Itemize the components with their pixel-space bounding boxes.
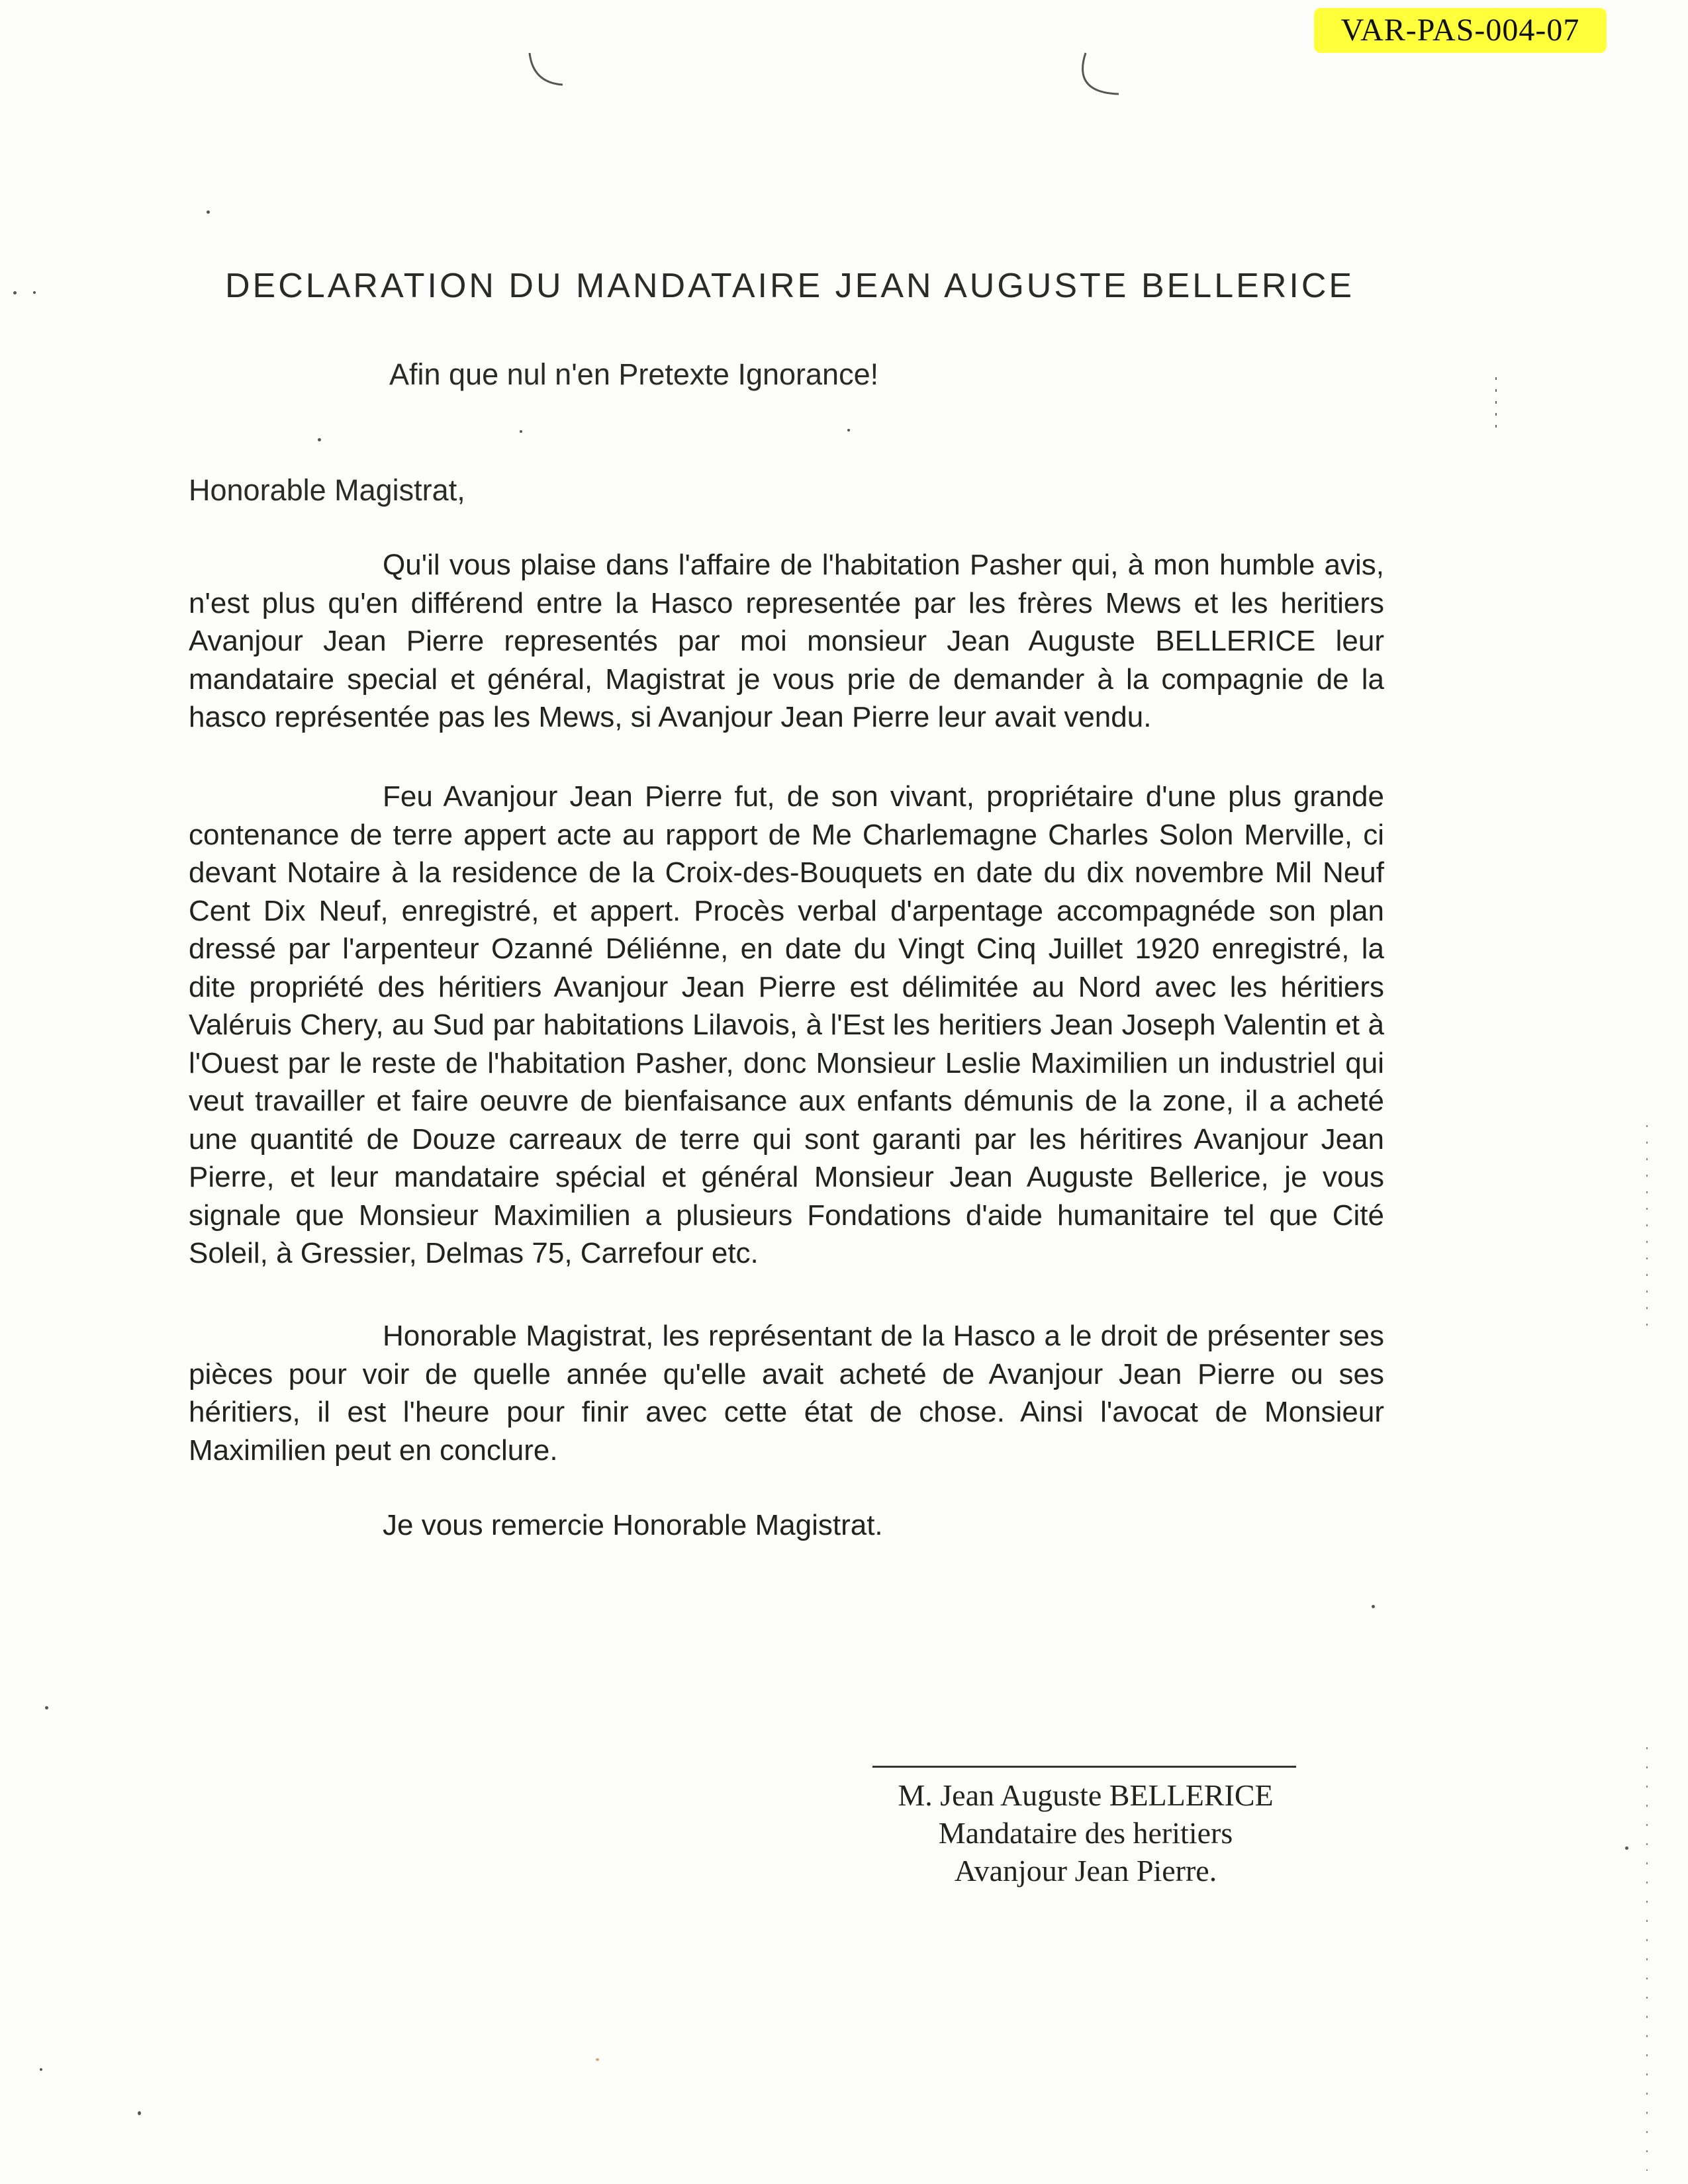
speck [520,430,522,433]
speck [45,1706,48,1709]
speck [33,291,36,294]
signature-group: Avanjour Jean Pierre. [954,1854,1217,1888]
speck [40,2068,42,2071]
speck [1372,1605,1375,1608]
signature-role: Mandataire des heritiers [938,1816,1233,1850]
signature-name: M. Jean Auguste BELLERICE [898,1778,1274,1812]
page-title: DECLARATION DU MANDATAIRE JEAN AUGUSTE BELLERICE [225,267,1355,305]
speck [1625,1846,1628,1850]
paragraph-property-history: Feu Avanjour Jean Pierre fut, de son vivant, propriétaire d'une plus grande contenance de terre appert acte au rapport de Me Charlemagne Charles Solon Merville, ci devant Notaire à la residence de la Croix-des-Bouquets en date du dix novembre Mil Neuf Cent Dix Neuf, enregistré, et appert. Procès verbal d'arpentage accompagnéde son plan dressé par l'arpenteur Ozanné Déliénne, en date du Vingt Cinq Juillet 1920 enregistré, la dite propriété des héritiers Avanjour Jean Pierre est délimitée au Nord avec les héritiers Valéruis Chery, au Sud par habitations Lilavois, à l'Est les heritiers Jean Joseph Valentin et à l'Ouest par le reste de l'habitation Pasher, donc Monsieur Leslie Maximilien un industriel qui veut travailler et faire oeuvre de bienfaisance aux enfants démunis de la zone, il a acheté une quantité de Douze carreaux de terre qui sont garanti par les héritires Avanjour Jean Pierre, et leur mandataire spécial et général Monsieur Jean Auguste Bellerice, je vous signale que Monsieur Maximilien a plusieurs Fondations d'aide humanitaire tel que Cité Soleil, à Gressier, Delmas 75, Carrefour etc. [189,780,1384,1269]
speck [138,2111,141,2115]
salutation: Honorable Magistrat, [189,473,465,507]
speck [596,2058,599,2061]
paragraph-hasco-rights: Honorable Magistrat, les représentant de la Hasco a le droit de présenter ses pièces pour voir de quelle année qu'elle avait acheté de Avanjour Jean Pierre ou ses héritiers, il est l'heure pour finir avec cette état de chose. Ainsi l'avocat de Monsieur Maximilien peut en conclure. [189,1320,1384,1467]
page-subtitle: Afin que nul n'en Pretexte Ignorance! [389,357,879,391]
binder-hole-mark-right [1083,53,1119,94]
binder-hole-mark-left [530,53,563,85]
speck [847,429,850,432]
speck [318,438,321,441]
signature-block [861,1776,1311,1889]
speck [207,210,210,214]
paragraph-request: Qu'il vous plaise dans l'affaire de l'habitation Pasher qui, à mon humble avis, n'est plus qu'en différend entre la Hasco representée par les frères Mews et les heritiers Avanjour Jean Pierre representés par moi monsieur Jean Auguste BELLERICE leur mandataire special et général, Magistrat je vous prie de demander à la compagnie de la hasco représentée pas les Mews, si Avanjour Jean Pierre leur avait vendu. [189,549,1384,733]
speck [13,291,17,295]
closing-line: Je vous remercie Honorable Magistrat. [383,1509,883,1541]
document-id-stamp: VAR-PAS-004-07 [1314,8,1607,53]
signature-line [872,1766,1296,1768]
